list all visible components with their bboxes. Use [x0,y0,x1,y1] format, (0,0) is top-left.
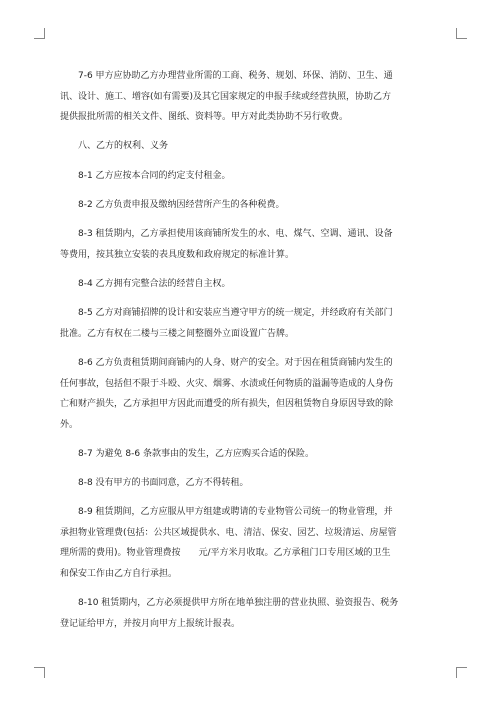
section-heading [60,136,442,157]
clause-paragraph [60,593,442,634]
text-line: 承担物业管理费(包括：公共区域提供水、电、清洁、保安、园艺、垃圾清运、房屋管 [60,527,397,538]
text-line: 任何事故，包括但不限于斗殴、火灾、烟雾、水渍或任何物质的溢漏等造成的人身伤 [60,378,394,389]
text-line: 8-3 租赁期内，乙方承担使用该商铺所发生的水、电、煤气、空调、通讯、设备 [78,229,393,240]
text-line: 8-10 租赁期内，乙方必须提供甲方所在地单独注册的营业执照、验资报告、税务 [78,598,399,609]
text-line: 登记证给甲方，并按月向甲方上报统计报表。 [60,618,241,629]
clause-paragraph [60,274,442,295]
crop-mark-bottom-right [456,667,467,678]
text-line: 7-6 甲方应协助乙方办理营业所需的工商、税务、规划、环保、消防、卫生、通 [78,71,393,81]
clause-paragraph [60,353,442,435]
crop-mark-top-left [34,28,45,39]
text-line: 等费用，按其独立安装的表具度数和政府规定的标准计算。 [60,249,295,260]
text-line: 8-4 乙方拥有完整合法的经营自主权。 [78,278,231,289]
text-line: 亡和财产损失，乙方承担甲方因此而遭受的所有损失，但因租赁物自身原因导致的除 [60,399,394,410]
text-line: 提供报批所需的相关文件、图纸、资料等。甲方对此类协助不另行收费。 [60,112,349,122]
clause-paragraph [60,166,442,187]
text-line: 讯、设计、施工、增容(如有需要)及其它国家规定的申报手续或经营执照，协助乙方 [60,91,392,102]
text-line: 8-7 为避免 8-6 条款事由的发生，乙方应购买合适的保险。 [78,448,314,459]
text-line: 8-9 租赁期间，乙方应服从甲方组建或聘请的专业物管公司统一的物业管理，并 [78,507,393,518]
text-line: 8-5 乙方对商铺招牌的设计和安装应当遵守甲方的统一规定，并经政府有关部门 [78,308,393,319]
text-line: 8-1 乙方应按本合同的约定支付租金。 [78,170,231,181]
text-line: 批准。乙方有权在二楼与三楼之间整圈外立面设置广告牌。 [60,328,295,339]
clause-paragraph [60,66,442,128]
text-line: 8-8 没有甲方的书面同意，乙方不得转租。 [78,478,249,489]
clause-paragraph [60,195,442,216]
clause-paragraph [60,303,442,344]
text-line: 8-6 乙方负责租赁期间商铺内的人身、财产的安全。对于因在租赁商铺内发生的 [78,358,393,369]
text-line: 和保安工作由乙方自行承担。 [60,568,178,579]
document-body [60,66,442,643]
clause-paragraph [60,444,442,465]
text-line: 八、乙方的权利、义务 [78,141,169,152]
crop-mark-top-right [456,28,467,39]
text-line: 理所需的费用)。物业管理费按 元/平方米月收取。乙方承租门口专用区域的卫生 [60,548,391,559]
text-line: 外。 [60,419,79,430]
clause-paragraph [60,224,442,265]
clause-paragraph [60,473,442,494]
text-line: 8-2 乙方负责申报及缴纳因经营所产生的各种税费。 [78,199,285,210]
clause-paragraph [60,502,442,584]
crop-mark-bottom-left [34,667,45,678]
